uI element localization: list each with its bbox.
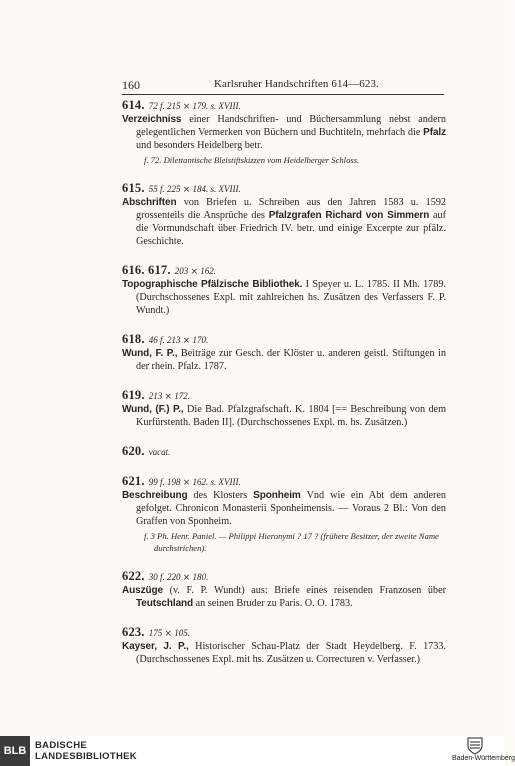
entry-note: f. 72. Dilettantische Bleistiftskizzen vom Heidelberger Schloss.	[144, 155, 360, 165]
blb-logo: BLB	[0, 736, 30, 766]
entry-body	[122, 347, 446, 373]
entry-number: 622.	[122, 569, 145, 583]
entry-text: des Klosters	[193, 490, 248, 501]
entry-bold: Pfalzgrafen Richard von Simmern	[268, 210, 430, 221]
baden-wuerttemberg-logo	[452, 737, 515, 765]
entry-meta: 72 f. 215 ⨯ 179. s. XVIII.	[148, 101, 241, 111]
entry-meta: 203 ⨯ 162.	[174, 266, 216, 276]
entry-lead: Abschriften	[122, 197, 177, 208]
entry-lead: Wund, (F.) P.,	[122, 404, 184, 415]
catalog-entry-622	[122, 569, 446, 610]
entry-body	[122, 403, 446, 429]
entry-lead: Verzeichniss	[122, 114, 182, 125]
entry-meta: 30 f. 220 ⨯ 180.	[148, 572, 209, 582]
entry-text-2: und besonders Heidelberg betr.	[136, 140, 263, 151]
entry-body	[122, 278, 446, 317]
catalog-entry-615	[122, 181, 446, 248]
catalog-entry-619	[122, 388, 446, 429]
entry-text: Historischer Schau-Platz der Stadt Heydelberg. F. 1733. (Durchschossenes Expl. mit hs. Zusätzen u. Correcturen v. Verfasser.)	[136, 641, 446, 665]
entry-note: f. 3 Ph. Henr. Paniel. — Philippi Hieronymi ? 17 ? (frühere Besitzer, der zweite Name durchstrichen).	[144, 531, 439, 553]
entry-lead: Kayser, J. P.,	[122, 641, 189, 652]
entry-number: 623.	[122, 625, 145, 639]
entry-bold: Teutschland	[136, 598, 194, 609]
catalog-entry-618	[122, 332, 446, 373]
footer-bar	[0, 736, 515, 766]
library-name-line2: LANDESBIBLIOTHEK	[35, 751, 137, 762]
entry-lead: Auszüge	[122, 585, 163, 596]
entry-text: (v. F. P. Wundt) aus: Briefe eines reisenden Franzosen über	[169, 585, 447, 596]
entry-text: I Speyer u. L. 1785. II Mh. 1789. (Durchschossenes Expl. mit zahlreichen hs. Zusätzen des Verfassers F. P. Wundt.)	[136, 279, 447, 316]
catalog-entry-621	[122, 474, 446, 554]
catalog-entry-620	[122, 444, 446, 459]
entry-text: einer Handschriften- und Büchersammlung nebst andern gelegentlichen Vermerken von Büchern und Buchtiteln, mehrfach die	[136, 114, 447, 138]
library-name-line1: BADISCHE	[35, 740, 88, 751]
entry-lead: Beschreibung	[122, 490, 188, 501]
region-caption: Baden-Württemberg	[452, 755, 515, 762]
entry-body	[122, 196, 446, 248]
entry-number: 621.	[122, 474, 145, 488]
entry-text: Die Bad. Pfalzgrafschaft. K. 1804 [== Beschreibung von dem Kurfürstenth. Baden II]. (Durchschossenes Expl. m. hs. Zusätzen.)	[136, 404, 447, 428]
entry-meta: 175 ⨯ 105.	[148, 628, 190, 638]
entry-lead: Wund, F. P.,	[122, 348, 178, 359]
entry-number: 620.	[122, 444, 145, 458]
entry-text-2: Vnd wie ein Abt dem anderen gefolget. Chronicon Monasterii Sponheimensis. — Voraus 2 Bl.: Von den Graffen von Sponheim.	[136, 490, 446, 527]
entry-text-2: an seinen Bruder zu Paris. O. O. 1783.	[195, 598, 353, 609]
entry-body	[122, 584, 446, 610]
entry-meta: 213 ⨯ 172.	[148, 391, 190, 401]
entry-body	[122, 113, 446, 152]
entry-bold: Pfalz	[423, 127, 447, 138]
entry-text-2: auf die Vormundschaft über Friedrich IV. betr. und einige Excerpte zur pfälz. Geschichte.	[136, 210, 446, 247]
library-name	[35, 740, 137, 762]
entry-meta: 46 f. 213 ⨯ 170.	[148, 335, 209, 345]
catalog-entry-614	[122, 98, 446, 166]
entry-number: 619.	[122, 388, 145, 402]
entry-text: Beiträge zur Gesch. der Klöster u. anderen geistl. Stiftungen in der rhein. Pfalz. 1787.	[136, 348, 447, 372]
entry-number: 614.	[122, 98, 145, 112]
page-header	[122, 76, 444, 95]
entry-body	[122, 640, 446, 666]
coat-of-arms-icon	[467, 737, 483, 755]
catalog-entry-616-617	[122, 263, 446, 317]
entry-meta: 55 f. 225 ⨯ 184. s. XVIII.	[148, 184, 241, 194]
entry-number: 616. 617.	[122, 263, 171, 277]
entry-number: 618.	[122, 332, 145, 346]
entry-number: 615.	[122, 181, 145, 195]
running-title: Karlsruher Handschriften 614—623.	[214, 78, 379, 90]
entry-text: von Briefen u. Schreiben aus den Jahren 1583 u. 1592 grossenteils die Ansprüche des	[136, 197, 447, 221]
entry-body	[122, 489, 446, 528]
catalog-entries	[122, 98, 446, 681]
entry-meta: vacat.	[148, 447, 171, 457]
catalog-entry-623	[122, 625, 446, 666]
page-number: 160	[122, 78, 140, 92]
entry-bold: Sponheim	[253, 490, 301, 501]
entry-lead: Topographische Pfälzische Bibliothek.	[122, 279, 303, 290]
entry-meta: 99 f. 198 ⨯ 162. s. XVIII.	[148, 477, 241, 487]
